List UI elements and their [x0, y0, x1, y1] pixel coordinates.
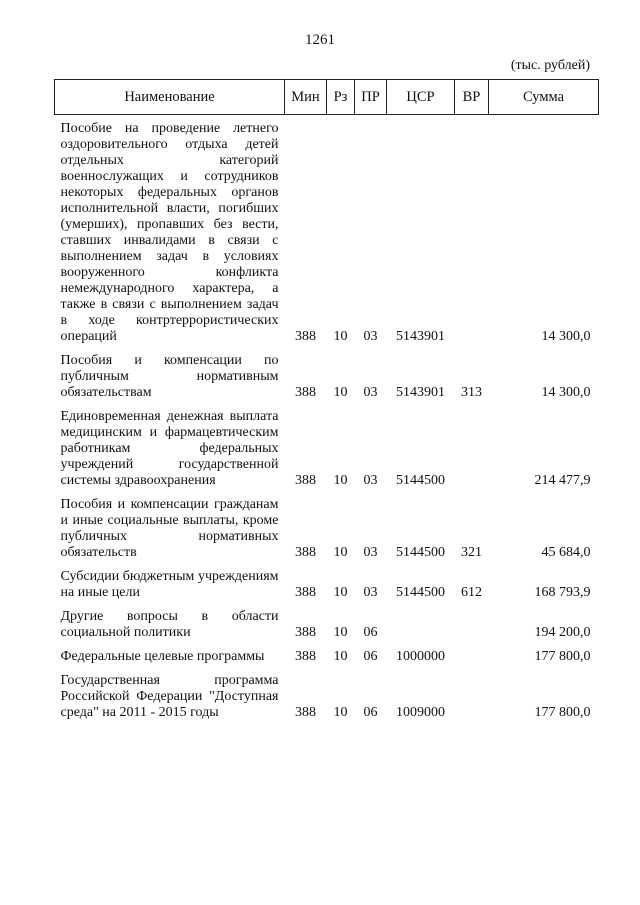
cell-pr: 03: [363, 473, 378, 488]
cell-rz: 10: [333, 385, 348, 400]
table-row: [55, 409, 599, 497]
cell-vr: [455, 649, 489, 673]
cell-rz: 10: [333, 705, 348, 720]
cell-csr: 1000000: [396, 649, 445, 664]
header-pr: ПР: [355, 80, 387, 115]
table-row: [55, 353, 599, 409]
cell-name: Государственная программа Российской Федерации "Доступная среда" на 2011 - 2015 годы: [60, 673, 279, 720]
cell-min: 388: [295, 649, 316, 664]
cell-rz: 10: [333, 329, 348, 344]
cell-min: 388: [295, 545, 316, 560]
cell-vr: [455, 673, 489, 729]
cell-min: 388: [295, 329, 316, 344]
cell-rz: 10: [333, 473, 348, 488]
cell-min: 388: [295, 585, 316, 600]
header-rz: Рз: [327, 80, 355, 115]
table-row: [55, 115, 599, 354]
table-row: [55, 569, 599, 609]
cell-sum: 214 477,9: [534, 473, 591, 488]
cell-csr: 1009000: [396, 705, 445, 720]
cell-sum: 177 800,0: [534, 649, 591, 664]
table-row: [55, 497, 599, 569]
cell-pr: 06: [363, 705, 378, 720]
cell-min: 388: [295, 705, 316, 720]
table-row: [55, 649, 599, 673]
table-row: [55, 609, 599, 649]
cell-csr: [387, 609, 455, 649]
cell-min: 388: [295, 385, 316, 400]
header-sum: Сумма: [489, 80, 599, 115]
cell-name: Пособия и компенсации гражданам и иные социальные выплаты, кроме публичных нормативных обязательств: [60, 497, 279, 560]
cell-pr: 03: [363, 385, 378, 400]
cell-name: Субсидии бюджетным учреждениям на иные цели: [60, 569, 279, 600]
budget-table: [54, 79, 599, 729]
cell-sum: 168 793,9: [534, 585, 591, 600]
table-body: [55, 115, 599, 730]
cell-pr: 03: [363, 329, 378, 344]
cell-name: Пособие на проведение летнего оздоровительного отдыха детей отдельных категорий военнослужащих и сотрудников некоторых федеральных органов исполнительной власти, погибших (умерших), пропавших без вести, ставших инвалидами в связи с выполнением задач в условиях вооруженного конфликта немеждународного характера, а также в связи с выполнением задач в ходе контртеррористических операций: [60, 121, 279, 344]
cell-vr: [455, 115, 489, 354]
cell-min: 388: [295, 625, 316, 640]
cell-sum: 194 200,0: [534, 625, 591, 640]
cell-pr: 03: [363, 585, 378, 600]
cell-pr: 06: [363, 625, 378, 640]
cell-sum: 14 300,0: [541, 385, 591, 400]
cell-vr: [455, 609, 489, 649]
cell-min: 388: [295, 473, 316, 488]
cell-csr: 5143901: [396, 385, 445, 400]
page-number: 1261: [305, 32, 335, 48]
cell-rz: 10: [333, 585, 348, 600]
cell-name: Единовременная денежная выплата медицинским и фармацевтическим работникам федеральных учреждений государственной системы здравоохранения: [60, 409, 279, 488]
units-label: (тыс. рублей): [510, 58, 590, 73]
header-min: Мин: [285, 80, 327, 115]
cell-pr: 06: [363, 649, 378, 664]
header-vr: ВР: [455, 80, 489, 115]
cell-rz: 10: [333, 545, 348, 560]
cell-vr: 612: [461, 585, 482, 600]
cell-pr: 03: [363, 545, 378, 560]
cell-csr: 5144500: [396, 473, 445, 488]
cell-name: Пособия и компенсации по публичным нормативным обязательствам: [60, 353, 279, 400]
table-header: [55, 80, 599, 115]
cell-name: Федеральные целевые программы: [60, 649, 265, 664]
header-name: Наименование: [55, 80, 285, 115]
cell-sum: 45 684,0: [541, 545, 591, 560]
cell-csr: 5143901: [396, 329, 445, 344]
cell-vr: 313: [461, 385, 482, 400]
cell-rz: 10: [333, 649, 348, 664]
header-csr: ЦСР: [387, 80, 455, 115]
cell-csr: 5144500: [396, 545, 445, 560]
cell-vr: [455, 409, 489, 497]
table-row: [55, 673, 599, 729]
cell-sum: 14 300,0: [541, 329, 591, 344]
cell-rz: 10: [333, 625, 348, 640]
cell-csr: 5144500: [396, 585, 445, 600]
cell-sum: 177 800,0: [534, 705, 591, 720]
cell-vr: 321: [461, 545, 482, 560]
cell-name: Другие вопросы в области социальной политики: [60, 609, 279, 640]
